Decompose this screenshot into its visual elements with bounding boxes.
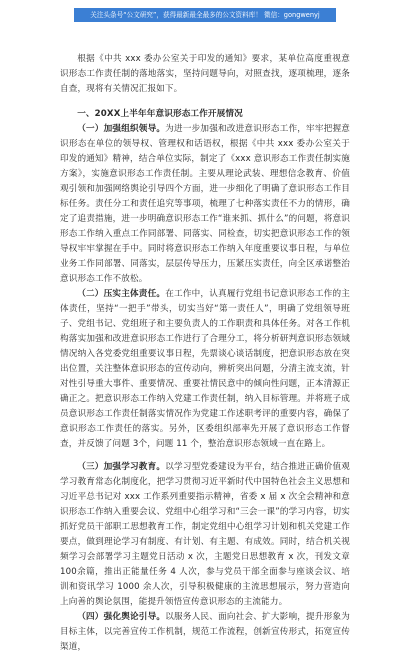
paragraph-organization xyxy=(60,122,350,287)
paragraph-text: 以学习型党委建设为平台，结合推进正确价值观学习教育常态化制度化，把学习贯彻习近平新时代中国特色社会主义思想和习近平总书记对 xxx 工作系列重要指示精神，省委 x 届 x 次全会精神和意识形态工作纳入重要会议、党组中心组学习和“三会一课”的学习内容，切实抓好党员干部职工思想教育工作，制定党组中心组学习计划和机关党建工作要点，做到理论学习有制度、有计划、有主题、有成效。同时，结合机关视频学习会部署学习主题党日活动 x 次，主题党日思想教育 x 次，刊发文章 100余篇，推出正能量任务 4 人次，参与党员干部全面参与座谈会议、培训和资讯学习 1000 余人次，引导积极健康的主流思想展示，努力营造向上向善的舆论氛围，能提升领悟宣传意识形态的主流能力。 xyxy=(60,462,350,607)
paragraph-lead: （三）加强学习教育。 xyxy=(77,462,166,472)
intro-paragraph: 根据《中共 xxx 委办公室关于印发的通知》要求，某单位高度重视意识形态工作责任制的落地落实，坚持问题导向，对照查找，逐项梳理，逐条自查，现将有关情况汇报如下。 xyxy=(60,54,350,94)
promo-banner[interactable] xyxy=(74,8,336,22)
promo-banner-text: 关注头条号“公文研究”，获得最新最全最多的公文资料库！ 微信：gongwenyj xyxy=(90,11,320,19)
paragraph-education xyxy=(60,460,350,610)
document-body xyxy=(60,52,350,655)
paragraph-lead: （二）压实主体责任。 xyxy=(77,289,166,299)
paragraph-lead: （四）强化舆论引导。 xyxy=(77,612,166,622)
section-heading: 一、20XX上半年年意识形态工作开展情况 xyxy=(77,109,243,119)
paragraph-text: 在工作中，认真履行党组书记意识形态工作的主体责任，坚持“一把手”带头，切实当好“第一责任人”，明确了党组领导班子、党组书记、党组班子和主要负责人的工作职责和具体任务。对各工作机构落实加强和改进意识形态工作进行了合理分工，将分析研判意识形态领域情况纳入各党委党组重要议事日程，先票谈心谈话制度，把意识形态放在突出位置，关注整体意识形态的宣传动向，辨析突出问题，分清主流支流，针对性引导重大事件、重要情况、重要社情民意中的倾向性问题，正本清源正确正之。把意识形态工作纳入党建工作责任制，纳入目标管理。并将班子成员意识形态工作责任制落实情况作为党建工作述职考评的重要内容，确保了意识形态工作责任的落实。另外，区委组织部率先开展了意识形态工作督查，并反馈了问题 3个，问题 11 个，整治意识形态领域一直在路上。 xyxy=(60,289,350,449)
paragraph-public-opinion xyxy=(60,610,350,655)
paragraph-text: 以服务人民、面向社会、扩大影响，提升形象为目标主体，以完善宣传工作机制，规范工作流程，创新宣传形式，拓宽宣传渠道， xyxy=(60,612,350,652)
paragraph-lead: （一）加强组织领导。 xyxy=(77,124,166,134)
paragraph-responsibility xyxy=(60,287,350,452)
paragraph-text: 为进一步加强和改进意识形态工作，牢牢把握意识形态在单位的领导权、管理权和话语权，根据《中共 xxx 委办公室关于印发的通知》精神，结合单位实际，制定了《xxx 意识形态工作责任制实施方案》，实施意识形态工作责任制。主要从理论武装、理想信念教育、价值观引领和加强网络舆论引导四个方面，进一步细化了明确了意识形态工作目标任务。责任分工和责任追究等事项，梳理了七种落实责任不力的情形，确定了追责措施，进一步明确意识形态工作“谁来抓、抓什么”的问题，将意识形态工作纳入重点工作同部署、同落实、同检查，切实把意识形态工作的领导权牢牢掌握在手中。同时将意识形态工作纳入年度重要议事日程，与单位业务工作同部署、同落实，层层传导压力，压紧压实责任，向全区承诺整治意识形态工作不放松。 xyxy=(60,124,350,284)
